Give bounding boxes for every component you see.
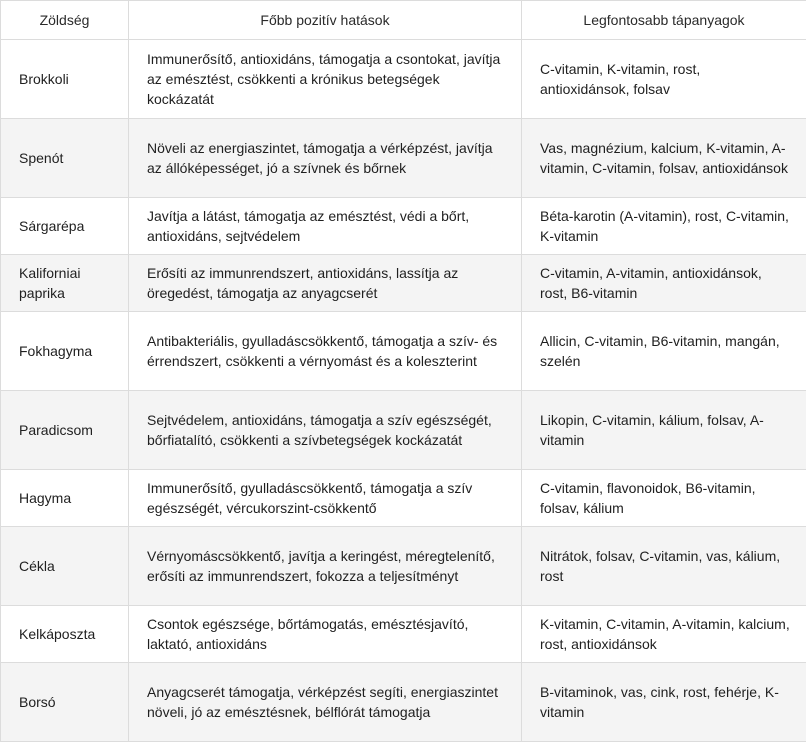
- vegetable-name: Cékla: [1, 527, 129, 606]
- vegetable-nutrients: C-vitamin, K-vitamin, rost, antioxidánsok, folsav: [522, 40, 806, 119]
- vegetable-name: Brokkoli: [1, 40, 129, 119]
- vegetable-nutrients: Nitrátok, folsav, C-vitamin, vas, kálium, rost: [522, 527, 806, 606]
- table-row: [1, 40, 806, 119]
- vegetable-nutrients: B-vitaminok, vas, cink, rost, fehérje, K-vitamin: [522, 663, 806, 742]
- table-header: [1, 1, 806, 40]
- table-row: [1, 198, 806, 255]
- vegetable-nutrients: C-vitamin, flavonoidok, B6-vitamin, folsav, kálium: [522, 470, 806, 527]
- table-row: [1, 312, 806, 391]
- vegetable-name: Paradicsom: [1, 391, 129, 470]
- vegetable-effects: Vérnyomáscsökkentő, javítja a keringést, méregtelenítő, erősíti az immunrendszert, fokozza a teljesítményt: [129, 527, 522, 606]
- vegetable-nutrients: Likopin, C-vitamin, kálium, folsav, A-vitamin: [522, 391, 806, 470]
- vegetable-name: Hagyma: [1, 470, 129, 527]
- table-row: [1, 606, 806, 663]
- vegetable-effects: Sejtvédelem, antioxidáns, támogatja a szív egészségét, bőrfiatalító, csökkenti a szívbetegségek kockázatát: [129, 391, 522, 470]
- table-row: [1, 527, 806, 606]
- vegetable-name: Spenót: [1, 119, 129, 198]
- table-row: [1, 119, 806, 198]
- vegetable-effects: Erősíti az immunrendszert, antioxidáns, lassítja az öregedést, támogatja az anyagcserét: [129, 255, 522, 312]
- vegetable-effects: Növeli az energiaszintet, támogatja a vérképzést, javítja az állóképességet, jó a szívnek és bőrnek: [129, 119, 522, 198]
- vegetable-name: Kaliforniai paprika: [1, 255, 129, 312]
- vegetable-effects: Antibakteriális, gyulladáscsökkentő, támogatja a szív- és érrendszert, csökkenti a vérnyomást és a koleszterint: [129, 312, 522, 391]
- vegetable-effects: Anyagcserét támogatja, vérképzést segíti, energiaszintet növeli, jó az emésztésnek, bélflórát támogatja: [129, 663, 522, 742]
- header-nutrients: Legfontosabb tápanyagok: [522, 1, 806, 40]
- vegetable-nutrients: Allicin, C-vitamin, B6-vitamin, mangán, szelén: [522, 312, 806, 391]
- vegetable-nutrients: Vas, magnézium, kalcium, K-vitamin, A-vitamin, C-vitamin, folsav, antioxidánsok: [522, 119, 806, 198]
- vegetable-effects: Javítja a látást, támogatja az emésztést, védi a bőrt, antioxidáns, sejtvédelem: [129, 198, 522, 255]
- vegetable-nutrients: Béta-karotin (A-vitamin), rost, C-vitamin, K-vitamin: [522, 198, 806, 255]
- vegetable-nutrients: K-vitamin, C-vitamin, A-vitamin, kalcium, rost, antioxidánsok: [522, 606, 806, 663]
- table-row: [1, 663, 806, 742]
- vegetable-name: Kelkáposzta: [1, 606, 129, 663]
- header-vegetable: Zöldség: [1, 1, 129, 40]
- vegetable-nutrients: C-vitamin, A-vitamin, antioxidánsok, rost, B6-vitamin: [522, 255, 806, 312]
- vegetable-effects: Immunerősítő, gyulladáscsökkentő, támogatja a szív egészségét, vércukorszint-csökkentő: [129, 470, 522, 527]
- table-row: [1, 391, 806, 470]
- vegetable-effects: Csontok egészsége, bőrtámogatás, emésztésjavító, laktató, antioxidáns: [129, 606, 522, 663]
- table-row: [1, 470, 806, 527]
- header-effects: Főbb pozitív hatások: [129, 1, 522, 40]
- vegetable-name: Borsó: [1, 663, 129, 742]
- table-row: [1, 255, 806, 312]
- vegetable-effects: Immunerősítő, antioxidáns, támogatja a csontokat, javítja az emésztést, csökkenti a krónikus betegségek kockázatát: [129, 40, 522, 119]
- header-row: [1, 1, 806, 40]
- vegetable-name: Fokhagyma: [1, 312, 129, 391]
- table-body: [1, 40, 806, 742]
- vegetable-name: Sárgarépa: [1, 198, 129, 255]
